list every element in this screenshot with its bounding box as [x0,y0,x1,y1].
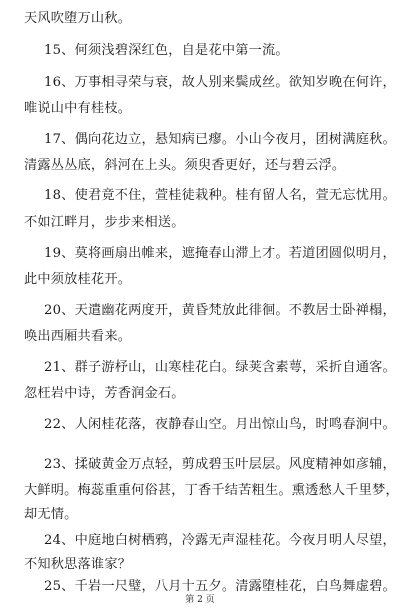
text-line: 16、万事相寻荣与衰，故人别来鬓成丝。欲知岁晚在何许， [44,75,396,90]
text-line: 18、使君竟不住，萱桂徒栽种。桂有留人名，萱无忘忧用。 [44,188,396,203]
text-line: 15、何须浅碧深红色，自是花中第一流。 [44,43,289,58]
text-line: 17、偶向花边立，悬知病已瘳。小山今夜月，团树满庭秋。 [44,132,396,147]
text-line: 忽枉岩中诗，芳香润金石。 [24,386,185,401]
text-line: 此中须放桂花开。 [24,272,132,287]
page-number: 第 2 页 [185,595,215,605]
text-line: 19、莫将画扇出帷来，遮掩春山滞上才。若道团圆似明月， [44,246,396,261]
text-line: 25、千岩一尺璧，八月十五夕。清露堕桂花，白鸟舞虚碧。 [44,579,396,594]
text-line: 不如江畔月，步步来相送。 [24,215,185,230]
text-line: 20、天遣幽花两度开，黄昏梵放此徘徊。不教居士卧禅榻， [44,303,396,318]
text-line: 22、人闲桂花落，夜静春山空。月出惊山鸟，时鸣春涧中。 [44,417,396,432]
text-line: 21、群子游杼山，山寒桂花白。绿荚含素萼，采折自通客。 [44,360,396,375]
text-line: 不知秋思落谁家？ [24,557,132,572]
text-line: 却无情。 [24,507,78,522]
text-line: 唤出西厢共看来。 [24,329,132,344]
text-line: 大鲜明。梅蕊重重何俗甚，丁香千结苦粗生。熏透愁人千里梦， [24,483,399,498]
text-line: 23、揉破黄金万点轻，剪成碧玉叶层层。风度精神如彦辅， [44,457,396,472]
text-line: 清露丛丛底，斜河在上头。须臾香更好，还与碧云浮。 [24,158,346,173]
text-line: 天风吹堕万山秋。 [24,11,132,26]
text-line: 唯说山中有桂枝。 [24,101,132,116]
text-line: 24、中庭地白树栖鸦，冷露无声湿桂花。今夜月明人尽望， [44,533,396,548]
